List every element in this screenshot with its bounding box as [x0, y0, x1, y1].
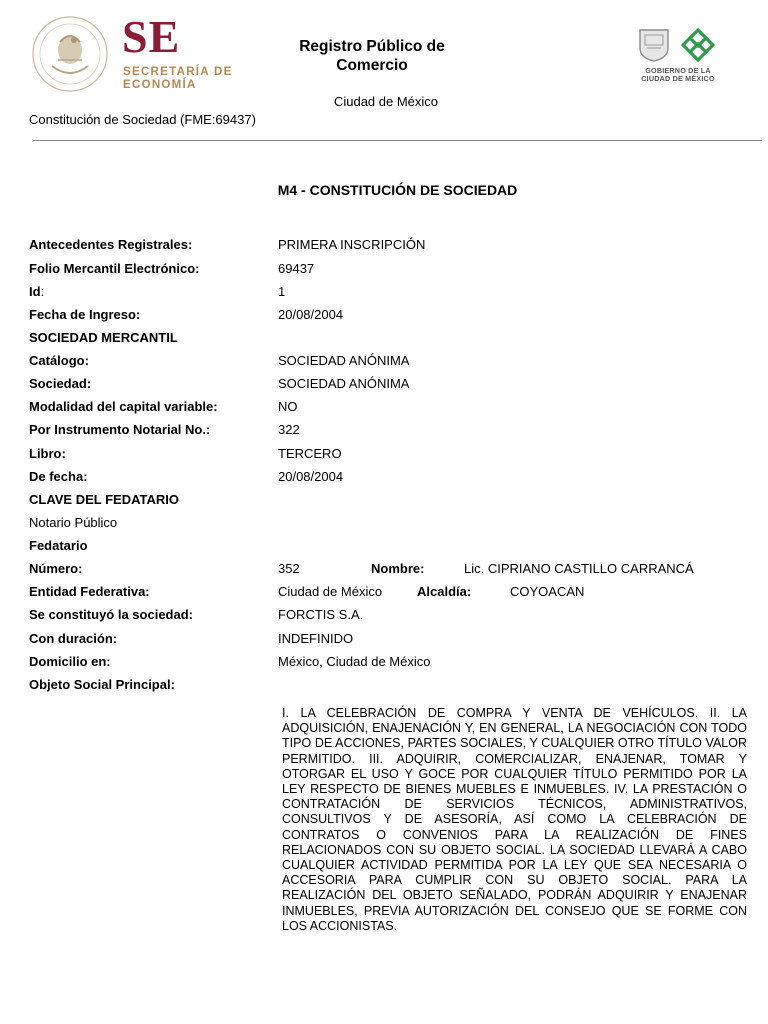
libro-label: Libro: [29, 446, 66, 461]
id-value: 1 [278, 284, 286, 299]
modalidad-value: NO [278, 399, 298, 414]
nombre-label: Nombre: [371, 561, 425, 576]
cdmx-shield-icon [638, 28, 670, 62]
notario-publico-label: Notario Público [29, 515, 118, 530]
antecedentes-label: Antecedentes Registrales: [29, 237, 193, 252]
duracion-value: INDEFINIDO [278, 631, 354, 646]
cdmx-logo-text-line: GOBIERNO DE LA [645, 66, 711, 75]
duracion-label: Con duración: [29, 631, 118, 646]
registry-title [270, 37, 474, 75]
libro-value: TERCERO [278, 446, 342, 461]
folio-value: 69437 [278, 261, 315, 276]
constituyo-value: FORCTIS S.A. [278, 607, 364, 622]
numero-value: 352 [278, 561, 300, 576]
catalogo-label: Catálogo: [29, 353, 89, 368]
cdmx-logo-text-line: CIUDAD DE MÉXICO [641, 74, 715, 84]
numero-label: Número: [29, 561, 83, 576]
folio-label: Folio Mercantil Electrónico: [29, 261, 200, 276]
constituyo-label: Se constituyó la sociedad: [29, 607, 193, 622]
alcaldia-label: Alcaldía: [417, 584, 472, 599]
fedatario-label: Fedatario [29, 538, 88, 553]
sociedad-value: SOCIEDAD ANÓNIMA [278, 376, 410, 391]
alcaldia-value: COYOACAN [510, 584, 585, 599]
antecedentes-value: PRIMERA INSCRIPCIÓN [278, 237, 426, 252]
domicilio-value: México, Ciudad de México [278, 654, 431, 669]
instrumento-label: Por Instrumento Notarial No.: [29, 422, 211, 437]
se-logo-name-line: SECRETARÍA DE [123, 66, 233, 78]
de-fecha-value: 20/08/2004 [278, 469, 344, 484]
fecha-ingreso-value: 20/08/2004 [278, 307, 344, 322]
cdmx-logo-text [634, 67, 722, 84]
domicilio-label: Domicilio en: [29, 654, 111, 669]
registry-title-line: Comercio [336, 57, 408, 74]
mexican-coat-of-arms-icon [30, 14, 110, 94]
id-label [29, 284, 44, 299]
section-clave-fedatario: CLAVE DEL FEDATARIO [29, 492, 179, 507]
objeto-social-text: I. LA CELEBRACIÓN DE COMPRA Y VENTA DE VEHÍCULOS. II. LA ADQUISICIÓN, ENAJENACIÓN Y, EN GENERAL, LA NEGOCIACIÓN CON TODO TIPO DE ACCIONES, PARTES SOCIALES, Y CUALQUIER OTRO TÍTULO VALOR PERMITIDO. III. ADQUIRIR, COMERCIALIZAR, ENAJENAR, TOMAR Y OTORGAR EL USO Y GOCE POR CUALQUIER TÍTULO PERMITIDO POR LA LEY RESPECTO DE BIENES MUEBLES E INMUEBLES. IV. LA PRESTACIÓN O CONTRATACIÓN DE SERVICIOS TÉCNICOS, ADMINISTRATIVOS, CONSULTIVOS Y DE ASESORÍA, ASÍ COMO LA CELEBRACIÓN DE CONTRATOS O CONVENIOS PARA LA REALIZACIÓN DE FINES RELACIONADOS CON SU OBJETO SOCIAL. LA SOCIEDAD LLEVARÁ A CABO CUALQUIER ACTIVIDAD PERMITIDA POR LA LEY QUE SEA NECESARIA O ACCESORIA PARA CUMPLIR CON SU OBJETO SOCIAL. PARA LA REALIZACIÓN DEL OBJETO SEÑALADO, PODRÁN ADQUIRIR Y ENAJENAR INMUEBLES, PREVIA AUTORIZACIÓN DEL CONSEJO QUE SE FORME CON LOS ACCIONISTAS. [282, 706, 747, 933]
section-sociedad-mercantil: SOCIEDAD MERCANTIL [29, 330, 178, 345]
modalidad-label: Modalidad del capital variable: [29, 399, 218, 414]
document-title: M4 - CONSTITUCIÓN DE SOCIEDAD [277, 182, 518, 198]
registry-title-line: Registro Público de [299, 38, 445, 55]
nombre-value: Lic. CIPRIANO CASTILLO CARRANCÁ [464, 561, 694, 576]
city-label: Ciudad de México [333, 94, 439, 109]
instrumento-value: 322 [278, 422, 300, 437]
se-logo-mark: SE [122, 11, 181, 62]
sociedad-label: Sociedad: [29, 376, 92, 391]
cdmx-flower-logo-icon [679, 26, 717, 64]
entidad-label: Entidad Federativa: [29, 584, 150, 599]
header-divider [33, 140, 762, 141]
se-logo-name-line: ECONOMÍA [123, 79, 197, 91]
catalogo-value: SOCIEDAD ANÓNIMA [278, 353, 410, 368]
id-label-text: Id [29, 284, 41, 299]
fecha-ingreso-label: Fecha de Ingreso: [29, 307, 141, 322]
de-fecha-label: De fecha: [29, 469, 88, 484]
objeto-label: Objeto Social Principal: [29, 677, 175, 692]
id-label-colon: : [40, 284, 45, 299]
se-logo-name [123, 66, 233, 92]
document-reference: Constitución de Sociedad (FME:69437) [29, 112, 256, 127]
entidad-value: Ciudad de México [278, 584, 383, 599]
